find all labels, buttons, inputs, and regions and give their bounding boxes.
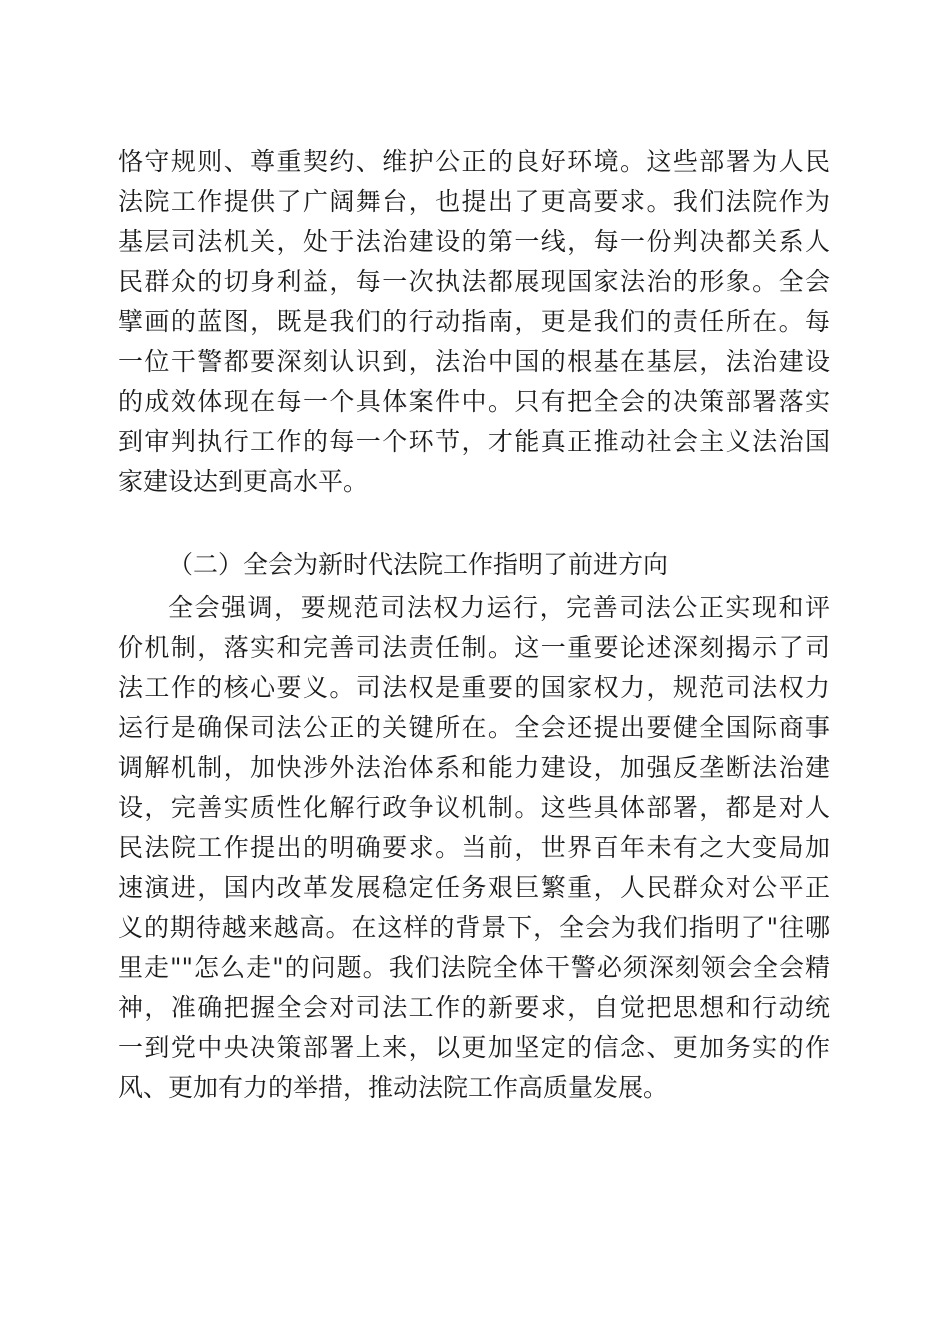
paragraph-line: 风、更加有力的举措，推动法院工作高质量发展。 bbox=[118, 1073, 669, 1102]
paragraph-line: 一到党中央决策部署上来，以更加坚定的信念、更加务实的作 bbox=[118, 1033, 830, 1062]
paragraph-line: 一位干警都要深刻认识到，法治中国的根基在基层，法治建设 bbox=[118, 347, 830, 376]
paragraph-line: 法院工作提供了广阔舞台，也提出了更高要求。我们法院作为 bbox=[118, 187, 830, 216]
paragraph-line: 速演进，国内改革发展稳定任务艰巨繁重，人民群众对公平正 bbox=[118, 873, 830, 902]
paragraph-line: 的成效体现在每一个具体案件中。只有把全会的决策部署落实 bbox=[118, 387, 830, 416]
paragraph-line: 基层司法机关，处于法治建设的第一线，每一份判决都关系人 bbox=[118, 227, 830, 256]
paragraph-line: 家建设达到更高水平。 bbox=[118, 467, 369, 496]
paragraph-line: 里走""怎么走"的问题。我们法院全体干警必须深刻领会全会精 bbox=[118, 953, 830, 982]
paragraph-line: 民群众的切身利益，每一次执法都展现国家法治的形象。全会 bbox=[118, 267, 830, 296]
paragraph-line: 义的期待越来越高。在这样的背景下，全会为我们指明了"往哪 bbox=[118, 913, 830, 942]
paragraph-1 bbox=[118, 142, 830, 502]
paragraph-line: 设，完善实质性化解行政争议机制。这些具体部署，都是对人 bbox=[118, 793, 830, 822]
section-heading-block bbox=[118, 545, 830, 585]
paragraph-line: 价机制，落实和完善司法责任制。这一重要论述深刻揭示了司 bbox=[118, 633, 830, 662]
paragraph-line: 到审判执行工作的每一个环节，才能真正推动社会主义法治国 bbox=[118, 427, 830, 456]
paragraph-line: 全会强调，要规范司法权力运行，完善司法公正实现和评 bbox=[168, 593, 830, 622]
section-heading: （二）全会为新时代法院工作指明了前进方向 bbox=[168, 550, 669, 579]
paragraph-line: 民法院工作提出的明确要求。当前，世界百年未有之大变局加 bbox=[118, 833, 830, 862]
paragraph-line: 法工作的核心要义。司法权是重要的国家权力，规范司法权力 bbox=[118, 673, 830, 702]
paragraph-line: 运行是确保司法公正的关键所在。全会还提出要健全国际商事 bbox=[118, 713, 830, 742]
paragraph-line: 擘画的蓝图，既是我们的行动指南，更是我们的责任所在。每 bbox=[118, 307, 830, 336]
paragraph-line: 神，准确把握全会对司法工作的新要求，自觉把思想和行动统 bbox=[118, 993, 830, 1022]
paragraph-line: 恪守规则、尊重契约、维护公正的良好环境。这些部署为人民 bbox=[118, 147, 830, 176]
paragraph-2 bbox=[118, 588, 830, 1108]
paragraph-line: 调解机制，加快涉外法治体系和能力建设，加强反垄断法治建 bbox=[118, 753, 830, 782]
